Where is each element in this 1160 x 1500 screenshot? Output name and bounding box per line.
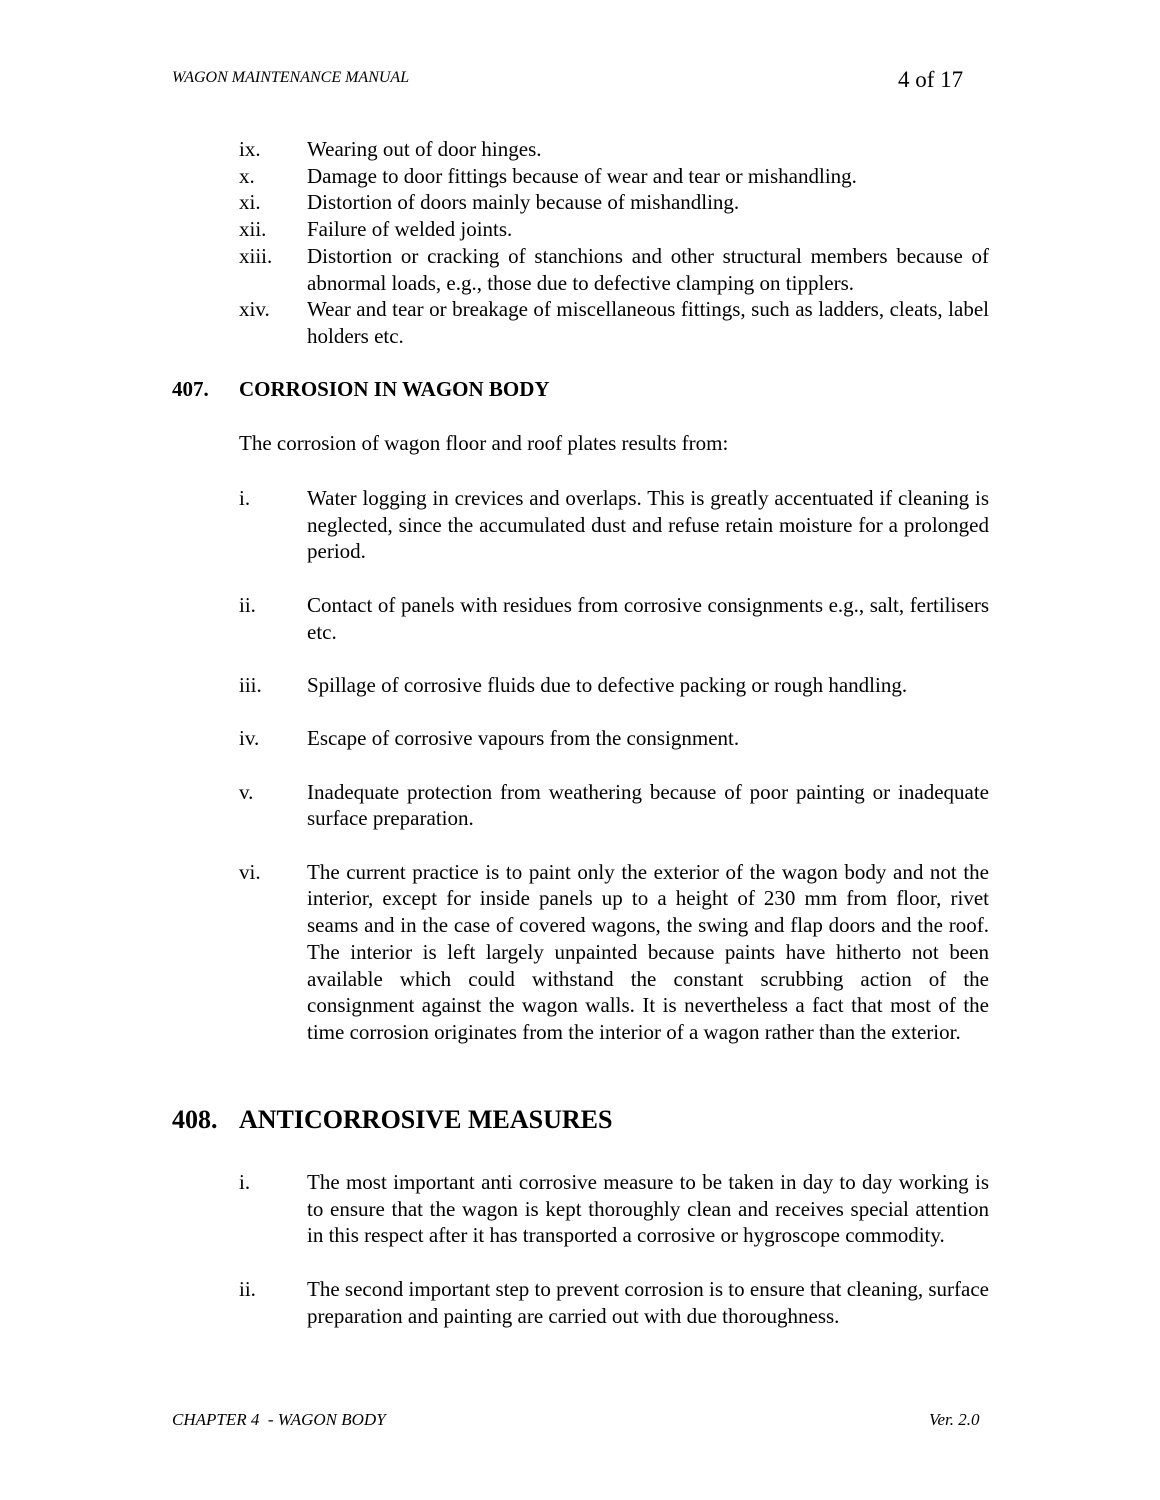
list-item — [239, 779, 989, 832]
page-number: 4 of 17 — [898, 67, 964, 92]
section-title: ANTICORROSIVE MEASURES — [239, 1105, 613, 1134]
list-item-text: Distortion of doors mainly because of mishandling. — [307, 190, 740, 215]
list-item-text: The current practice is to paint only the exterior of the wagon body and not the interior, except for inside panels up to a height of 230 mm from floor, rivet seams and in the case of covered wagons, the swing and flap doors and the roof. The interior is left largely unpainted because paints have hitherto not been available which could withstand the constant scrubbing action of the consignment against the wagon walls. It is nevertheless a fact that most of the time corrosion originates from the interior of a wagon rather than the exterior. — [307, 859, 989, 1044]
list-item-number: ii. — [239, 1276, 256, 1301]
continued-defects-list — [239, 136, 989, 350]
running-header-title: WAGON MAINTENANCE MANUAL — [172, 69, 410, 86]
list-item-number: vi. — [239, 859, 261, 884]
section-heading-407 — [172, 377, 550, 402]
list-item — [239, 243, 989, 296]
list-item — [239, 859, 989, 1046]
section-number: 408. — [172, 1105, 218, 1134]
list-item-number: ii. — [239, 592, 256, 617]
list-item-text: Failure of welded joints. — [307, 217, 513, 242]
list-item-number: v. — [239, 779, 254, 804]
list-item-number: x. — [239, 163, 255, 188]
list-item-number: iv. — [239, 726, 260, 751]
list-item — [239, 592, 989, 645]
running-footer-version: Ver. 2.0 — [929, 1410, 980, 1429]
list-item-text: The second important step to prevent corrosion is to ensure that cleaning, surface preparation and painting are carried out with due thoroughness. — [307, 1276, 989, 1328]
list-item — [239, 725, 989, 752]
list-item-text: Spillage of corrosive fluids due to defective packing or rough handling. — [307, 672, 908, 697]
section-title: CORROSION IN WAGON BODY — [239, 377, 550, 401]
list-item — [239, 1169, 989, 1249]
list-item-number: xiii. — [239, 243, 273, 268]
list-item — [239, 163, 989, 190]
running-footer-chapter: CHAPTER 4 - WAGON BODY — [172, 1410, 386, 1429]
section-heading-408 — [172, 1105, 612, 1135]
list-item-text: Inadequate protection from weathering because of poor painting or inadequate surface preparation. — [307, 779, 989, 831]
section-number: 407. — [172, 377, 209, 401]
list-item-text: The most important anti corrosive measure to be taken in day to day working is to ensure that the wagon is kept thoroughly clean and receives special attention in this respect after it has transported a corrosive or hygroscope commodity. — [307, 1170, 989, 1248]
anticorrosive-measures-list — [239, 1169, 989, 1356]
list-item — [239, 296, 989, 349]
list-item-number: xi. — [239, 190, 261, 215]
list-item — [239, 189, 989, 216]
list-item — [239, 672, 989, 699]
corrosion-causes-list — [239, 485, 989, 1072]
list-item-text: Contact of panels with residues from corrosive consignments e.g., salt, fertilisers etc. — [307, 592, 989, 644]
list-item — [239, 485, 989, 565]
list-item-number: i. — [239, 1170, 251, 1194]
list-item-text: Distortion or cracking of stanchions and other structural members because of abnormal loads, e.g., those due to defective clamping on tipplers. — [307, 243, 989, 295]
list-item-text: Escape of corrosive vapours from the consignment. — [307, 726, 740, 751]
list-item-number: ix. — [239, 137, 261, 161]
list-item-number: i. — [239, 486, 251, 510]
list-item-text: Wear and tear or breakage of miscellaneous fittings, such as ladders, cleats, label holders etc. — [307, 297, 989, 348]
list-item — [239, 136, 989, 163]
list-item-number: xiv. — [239, 297, 270, 322]
list-item-text: Damage to door fittings because of wear and tear or mishandling. — [307, 163, 857, 188]
section-intro: The corrosion of wagon floor and roof plates results from: — [239, 431, 729, 455]
list-item — [239, 1276, 989, 1329]
list-item-text: Wearing out of door hinges. — [307, 137, 542, 161]
list-item-number: iii. — [239, 672, 262, 697]
list-item — [239, 216, 989, 243]
list-item-number: xii. — [239, 217, 267, 242]
list-item-text: Water logging in crevices and overlaps. This is greatly accentuated if cleaning is neglected, since the accumulated dust and refuse retain moisture for a prolonged period. — [307, 486, 989, 564]
